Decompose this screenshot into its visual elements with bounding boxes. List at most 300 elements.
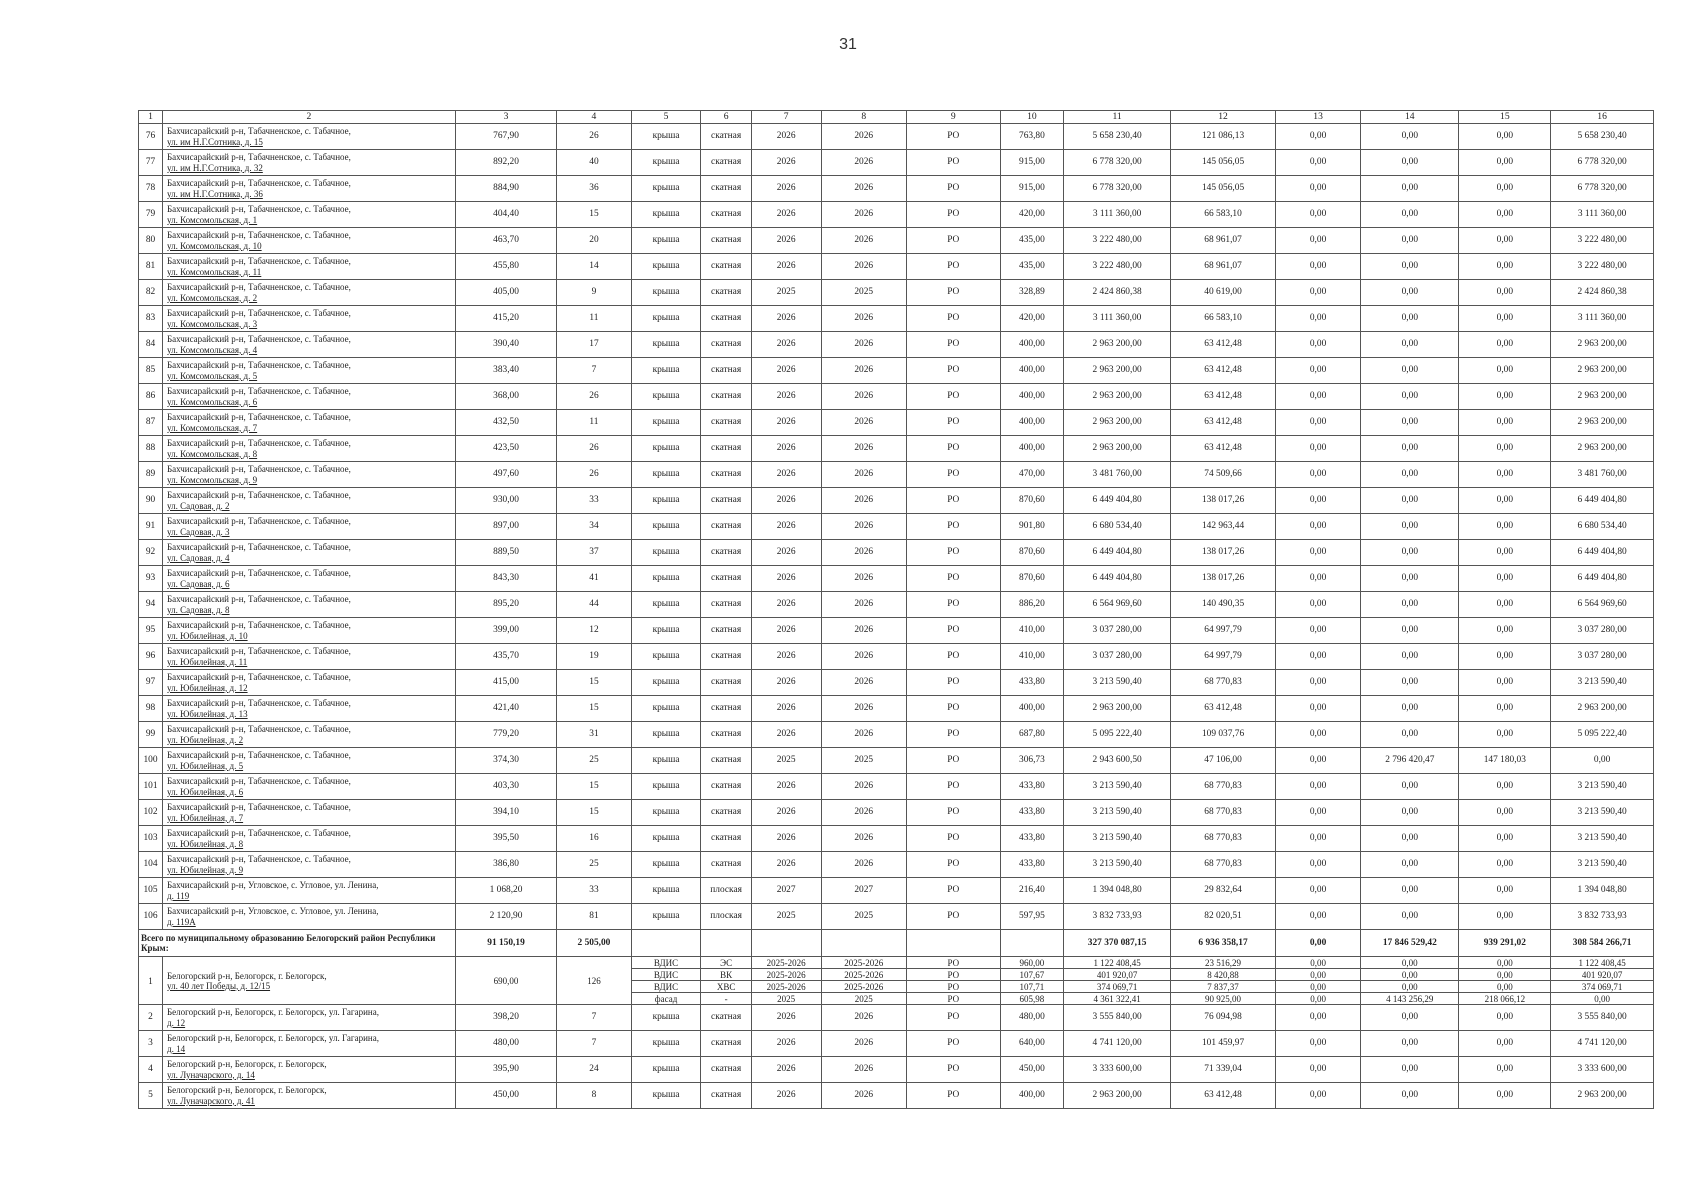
cell-c12: 64 997,79: [1171, 618, 1276, 644]
cell-c16: 4 741 120,00: [1551, 1031, 1654, 1057]
cell-c13: 0,00: [1275, 254, 1360, 280]
cell-c3: 779,20: [455, 722, 557, 748]
table-row: [139, 696, 1654, 722]
cell-c12: 63 412,48: [1171, 696, 1276, 722]
cell-c14: 0,00: [1361, 228, 1459, 254]
cell-c10: 400,00: [1000, 410, 1063, 436]
cell-c3: 2 120,90: [455, 904, 557, 930]
address-cell: [163, 488, 456, 514]
address-line-2: ул. Луначарского, д. 41: [167, 1095, 255, 1106]
column-number-header: 9: [906, 111, 1000, 124]
cell-c13: 0,00: [1275, 1083, 1360, 1109]
cell-c15: 218 066,12: [1459, 993, 1551, 1005]
cell-c3: 421,40: [455, 696, 557, 722]
cell-c16: 6 778 320,00: [1551, 176, 1654, 202]
cell-c11: 3 111 360,00: [1064, 306, 1171, 332]
cell-c13: 0,00: [1275, 722, 1360, 748]
cell-c14: 0,00: [1361, 176, 1459, 202]
cell-c10: 480,00: [1000, 1005, 1063, 1031]
address-line-1: Бахчисарайский р-н, Табачненское, с. Табачное,: [167, 308, 351, 319]
cell-c13: 0,00: [1275, 514, 1360, 540]
cell-c10: 420,00: [1000, 202, 1063, 228]
cell-c15: 0,00: [1459, 618, 1551, 644]
cell-c7: 2026: [751, 124, 821, 150]
table-row: [139, 826, 1654, 852]
cell-c9: РО: [906, 774, 1000, 800]
address-line-1: Белогорский р-н, Белогорск, г. Белогорск, ул. Гагарина,: [167, 1033, 379, 1044]
cell-c12: 7 837,37: [1171, 981, 1276, 993]
cell-c16: 2 963 200,00: [1551, 410, 1654, 436]
cell-c14: 0,00: [1361, 696, 1459, 722]
cell-c6: скатная: [701, 540, 751, 566]
cell-c10: 400,00: [1000, 1083, 1063, 1109]
cell-c14: 4 143 256,29: [1361, 993, 1459, 1005]
cell-c10: 605,98: [1000, 993, 1063, 1005]
cell-c8: 2026: [821, 306, 906, 332]
column-number-header: 11: [1064, 111, 1171, 124]
cell-c5: ВДИС: [631, 981, 701, 993]
cell-c13: 0,00: [1275, 670, 1360, 696]
cell-c9: РО: [906, 1005, 1000, 1031]
address-cell: [163, 1057, 456, 1083]
cell-c7: 2025: [751, 748, 821, 774]
cell-c8: 2026: [821, 540, 906, 566]
cell-c16: 6 680 534,40: [1551, 514, 1654, 540]
cell-c7: 2026: [751, 358, 821, 384]
cell-c5: крыша: [631, 384, 701, 410]
row-number: 4: [139, 1057, 163, 1083]
cell-c13: 0,00: [1275, 904, 1360, 930]
total-c13: 0,00: [1275, 930, 1360, 957]
cell-c14: 0,00: [1361, 436, 1459, 462]
cell-c15: 0,00: [1459, 280, 1551, 306]
cell-c6: скатная: [701, 644, 751, 670]
cell-c6: скатная: [701, 722, 751, 748]
cell-c10: 433,80: [1000, 774, 1063, 800]
row-number: 90: [139, 488, 163, 514]
cell-c4: 19: [557, 644, 631, 670]
cell-c16: 6 778 320,00: [1551, 150, 1654, 176]
address-line-1: Бахчисарайский р-н, Табачненское, с. Табачное,: [167, 334, 351, 345]
cell-c12: 68 770,83: [1171, 774, 1276, 800]
cell-c14: 0,00: [1361, 254, 1459, 280]
cell-c10: 886,20: [1000, 592, 1063, 618]
cell-c13: 0,00: [1275, 957, 1360, 969]
address-cell: [163, 514, 456, 540]
cell-c9: РО: [906, 280, 1000, 306]
cell-c5: крыша: [631, 696, 701, 722]
address-line-1: Бахчисарайский р-н, Табачненское, с. Табачное,: [167, 828, 351, 839]
address-cell: [163, 800, 456, 826]
cell-c7: 2026: [751, 514, 821, 540]
cell-c3: 930,00: [455, 488, 557, 514]
cell-c6: скатная: [701, 254, 751, 280]
cell-c7: 2026: [751, 306, 821, 332]
cell-c14: 0,00: [1361, 1005, 1459, 1031]
address-line-2: д. 14: [167, 1043, 186, 1054]
cell-c16: 6 564 969,60: [1551, 592, 1654, 618]
cell-c7: 2025: [751, 904, 821, 930]
cell-c8: 2026: [821, 774, 906, 800]
cell-c3: 383,40: [455, 358, 557, 384]
address-line-1: Бахчисарайский р-н, Табачненское, с. Табачное,: [167, 594, 351, 605]
cell-c13: 0,00: [1275, 176, 1360, 202]
address-line-2: ул. им Н.Г.Сотника, д. 32: [167, 162, 263, 173]
cell-c6: скатная: [701, 124, 751, 150]
cell-c14: 0,00: [1361, 981, 1459, 993]
cell-c3: 884,90: [455, 176, 557, 202]
cell-c6: скатная: [701, 228, 751, 254]
cell-c8: 2026: [821, 462, 906, 488]
cell-c5: крыша: [631, 566, 701, 592]
address-line-2: ул. Юбилейная, д. 9: [167, 864, 244, 875]
cell-c8: 2026: [821, 1083, 906, 1109]
cell-c3: 394,10: [455, 800, 557, 826]
address-line-2: ул. Садовая, д. 2: [167, 500, 230, 511]
row-number: 106: [139, 904, 163, 930]
cell-c15: 0,00: [1459, 436, 1551, 462]
cell-c4: 33: [557, 878, 631, 904]
cell-c3: 897,00: [455, 514, 557, 540]
cell-c3: 889,50: [455, 540, 557, 566]
cell-c6: скатная: [701, 696, 751, 722]
address-cell: [163, 696, 456, 722]
cell-c6: скатная: [701, 566, 751, 592]
cell-c15: 0,00: [1459, 981, 1551, 993]
cell-c7: 2026: [751, 1031, 821, 1057]
cell-c7: 2026: [751, 436, 821, 462]
cell-c4: 25: [557, 852, 631, 878]
cell-c7: 2026: [751, 176, 821, 202]
cell-c12: 90 925,00: [1171, 993, 1276, 1005]
cell-c13: 0,00: [1275, 969, 1360, 981]
cell-c15: 0,00: [1459, 332, 1551, 358]
total-empty: [701, 930, 751, 957]
total-c4: 2 505,00: [557, 930, 631, 957]
cell-c13: 0,00: [1275, 696, 1360, 722]
cell-c4: 34: [557, 514, 631, 540]
cell-c9: РО: [906, 696, 1000, 722]
cell-c10: 763,80: [1000, 124, 1063, 150]
cell-c12: 140 490,35: [1171, 592, 1276, 618]
cell-c13: 0,00: [1275, 993, 1360, 1005]
cell-c8: 2026: [821, 1031, 906, 1057]
cell-c5: крыша: [631, 644, 701, 670]
address-line-2: ул. Юбилейная, д. 2: [167, 734, 244, 745]
total-c14: 17 846 529,42: [1361, 930, 1459, 957]
cell-c7: 2025: [751, 993, 821, 1005]
total-empty: [906, 930, 1000, 957]
cell-c10: 435,00: [1000, 228, 1063, 254]
cell-c6: скатная: [701, 618, 751, 644]
table-row: [139, 852, 1654, 878]
cell-c13: 0,00: [1275, 358, 1360, 384]
table-row: [139, 800, 1654, 826]
cell-c3: 497,60: [455, 462, 557, 488]
cell-c4: 33: [557, 488, 631, 514]
table-row: [139, 514, 1654, 540]
address-line-2: д. 119: [167, 890, 190, 901]
cell-c5: крыша: [631, 904, 701, 930]
cell-c3: 395,50: [455, 826, 557, 852]
cell-c13: 0,00: [1275, 618, 1360, 644]
table-row: [139, 722, 1654, 748]
cell-c9: РО: [906, 904, 1000, 930]
column-number-header: 2: [163, 111, 456, 124]
cell-c8: 2026: [821, 254, 906, 280]
cell-c9: РО: [906, 1031, 1000, 1057]
cell-c6: плоская: [701, 878, 751, 904]
cell-c6: скатная: [701, 670, 751, 696]
address-line-2: ул. Комсомольская, д. 2: [167, 292, 258, 303]
address-line-1: Бахчисарайский р-н, Табачненское, с. Табачное,: [167, 204, 351, 215]
cell-c4: 26: [557, 384, 631, 410]
column-number-header: 5: [631, 111, 701, 124]
table-row: [139, 280, 1654, 306]
row-number: 98: [139, 696, 163, 722]
cell-c8: 2025: [821, 280, 906, 306]
cell-c12: 76 094,98: [1171, 1005, 1276, 1031]
table-row: [139, 540, 1654, 566]
cell-c5: крыша: [631, 1031, 701, 1057]
address-line-1: Бахчисарайский р-н, Табачненское, с. Табачное,: [167, 152, 351, 163]
cell-c6: скатная: [701, 826, 751, 852]
cell-c11: 2 424 860,38: [1064, 280, 1171, 306]
cell-c9: РО: [906, 1083, 1000, 1109]
cell-c14: 0,00: [1361, 280, 1459, 306]
table-row: [139, 1005, 1654, 1031]
table-row: [139, 904, 1654, 930]
cell-c5: крыша: [631, 436, 701, 462]
cell-c15: 0,00: [1459, 1031, 1551, 1057]
cell-c16: 3 832 733,93: [1551, 904, 1654, 930]
address-cell: [163, 280, 456, 306]
cell-c6: ХВС: [701, 981, 751, 993]
address-cell: [163, 566, 456, 592]
cell-c13: 0,00: [1275, 150, 1360, 176]
cell-c9: РО: [906, 993, 1000, 1005]
cell-c5: крыша: [631, 488, 701, 514]
table-row: [139, 202, 1654, 228]
cell-c15: 0,00: [1459, 644, 1551, 670]
cell-c15: 147 180,03: [1459, 748, 1551, 774]
cell-c12: 63 412,48: [1171, 436, 1276, 462]
row-number: 80: [139, 228, 163, 254]
cell-c15: 0,00: [1459, 540, 1551, 566]
cell-c15: 0,00: [1459, 878, 1551, 904]
cell-c8: 2026: [821, 436, 906, 462]
cell-c10: 306,73: [1000, 748, 1063, 774]
cell-c7: 2025-2026: [751, 969, 821, 981]
cell-c14: 0,00: [1361, 1057, 1459, 1083]
address-line-1: Бахчисарайский р-н, Табачненское, с. Табачное,: [167, 412, 351, 423]
cell-c14: 0,00: [1361, 124, 1459, 150]
cell-c7: 2026: [751, 1005, 821, 1031]
cell-c12: 68 961,07: [1171, 254, 1276, 280]
cell-c6: скатная: [701, 150, 751, 176]
cell-c4: 17: [557, 332, 631, 358]
address-line-1: Белогорский р-н, Белогорск, г. Белогорск,: [167, 1059, 327, 1070]
column-number-header: 8: [821, 111, 906, 124]
cell-c5: крыша: [631, 280, 701, 306]
cell-c11: 6 778 320,00: [1064, 150, 1171, 176]
cell-c9: РО: [906, 384, 1000, 410]
cell-c13: 0,00: [1275, 644, 1360, 670]
cell-c3: 415,20: [455, 306, 557, 332]
cell-c7: 2026: [751, 1057, 821, 1083]
cell-c3: 399,00: [455, 618, 557, 644]
cell-c4: 44: [557, 592, 631, 618]
cell-c16: 2 963 200,00: [1551, 384, 1654, 410]
cell-c4: 20: [557, 228, 631, 254]
cell-c10: 433,80: [1000, 852, 1063, 878]
cell-c3: 405,00: [455, 280, 557, 306]
address-line-2: ул. Юбилейная, д. 6: [167, 786, 244, 797]
cell-c12: 29 832,64: [1171, 878, 1276, 904]
cell-c6: скатная: [701, 1083, 751, 1109]
cell-c3: 895,20: [455, 592, 557, 618]
cell-c6: скатная: [701, 306, 751, 332]
cell-c13: 0,00: [1275, 566, 1360, 592]
cell-c16: 3 213 590,40: [1551, 774, 1654, 800]
cell-c3: 404,40: [455, 202, 557, 228]
cell-c16: 2 963 200,00: [1551, 696, 1654, 722]
cell-c3: 386,80: [455, 852, 557, 878]
cell-c15: 0,00: [1459, 826, 1551, 852]
row-number: 101: [139, 774, 163, 800]
cell-c9: РО: [906, 150, 1000, 176]
cell-c14: 0,00: [1361, 969, 1459, 981]
table-row: [139, 670, 1654, 696]
cell-c15: 0,00: [1459, 384, 1551, 410]
table-row: [139, 592, 1654, 618]
cell-c14: 0,00: [1361, 957, 1459, 969]
cell-c11: 374 069,71: [1064, 981, 1171, 993]
address-line-1: Бахчисарайский р-н, Табачненское, с. Табачное,: [167, 516, 351, 527]
address-line-1: Бахчисарайский р-н, Табачненское, с. Табачное,: [167, 776, 351, 787]
row-number: 95: [139, 618, 163, 644]
cell-c15: 0,00: [1459, 566, 1551, 592]
cell-c10: 870,60: [1000, 540, 1063, 566]
cell-c15: 0,00: [1459, 800, 1551, 826]
cell-c11: 3 213 590,40: [1064, 670, 1171, 696]
cell-c10: 435,00: [1000, 254, 1063, 280]
column-number-header: 15: [1459, 111, 1551, 124]
cell-c14: 0,00: [1361, 670, 1459, 696]
cell-c4: 15: [557, 670, 631, 696]
cell-c15: 0,00: [1459, 957, 1551, 969]
cell-c4: 26: [557, 124, 631, 150]
cell-c12: 47 106,00: [1171, 748, 1276, 774]
table-row: [139, 644, 1654, 670]
cell-c3: 368,00: [455, 384, 557, 410]
address-line-2: д. 12: [167, 1017, 186, 1028]
cell-c10: 433,80: [1000, 800, 1063, 826]
cell-c12: 68 770,83: [1171, 800, 1276, 826]
row-number: 93: [139, 566, 163, 592]
address-line-2: ул. им Н.Г.Сотника, д. 36: [167, 188, 263, 199]
cell-c7: 2026: [751, 1083, 821, 1109]
cell-c16: 3 037 280,00: [1551, 618, 1654, 644]
row-number: 79: [139, 202, 163, 228]
address-cell: [163, 462, 456, 488]
column-number-header: 7: [751, 111, 821, 124]
address-line-1: Бахчисарайский р-н, Угловское, с. Угловое, ул. Ленина,: [167, 880, 379, 891]
cell-c7: 2026: [751, 488, 821, 514]
cell-c9: РО: [906, 228, 1000, 254]
cell-c13: 0,00: [1275, 800, 1360, 826]
row-number: 91: [139, 514, 163, 540]
cell-c8: 2026: [821, 358, 906, 384]
row-number: 97: [139, 670, 163, 696]
cell-c5: крыша: [631, 748, 701, 774]
cell-c3: 455,80: [455, 254, 557, 280]
cell-c11: 3 037 280,00: [1064, 618, 1171, 644]
address-line-2: ул. Юбилейная, д. 11: [167, 656, 248, 667]
cell-c9: РО: [906, 514, 1000, 540]
cell-c9: РО: [906, 462, 1000, 488]
cell-c7: 2026: [751, 202, 821, 228]
cell-c14: 0,00: [1361, 488, 1459, 514]
cell-c16: 2 963 200,00: [1551, 1083, 1654, 1109]
table-row: [139, 566, 1654, 592]
cell-c16: 2 424 860,38: [1551, 280, 1654, 306]
cell-c5: крыша: [631, 176, 701, 202]
cell-c13: 0,00: [1275, 748, 1360, 774]
cell-c3: 403,30: [455, 774, 557, 800]
cell-c3: 892,20: [455, 150, 557, 176]
cell-c5: крыша: [631, 306, 701, 332]
cell-c13: 0,00: [1275, 462, 1360, 488]
cell-c12: 138 017,26: [1171, 488, 1276, 514]
cell-c3: 480,00: [455, 1031, 557, 1057]
cell-c9: РО: [906, 566, 1000, 592]
row-number: 5: [139, 1083, 163, 1109]
cell-c15: 0,00: [1459, 228, 1551, 254]
cell-c6: скатная: [701, 514, 751, 540]
address-line-2: ул. Комсомольская, д. 1: [167, 214, 258, 225]
cell-c9: РО: [906, 644, 1000, 670]
cell-c9: РО: [906, 852, 1000, 878]
cell-c8: 2026: [821, 150, 906, 176]
address-line-2: ул. Юбилейная, д. 7: [167, 812, 244, 823]
cell-c9: РО: [906, 358, 1000, 384]
cell-c10: 960,00: [1000, 957, 1063, 969]
cell-c13: 0,00: [1275, 1057, 1360, 1083]
total-empty: [821, 930, 906, 957]
address-line-2: ул. Юбилейная, д. 12: [167, 682, 248, 693]
cell-c7: 2026: [751, 852, 821, 878]
cell-c12: 63 412,48: [1171, 358, 1276, 384]
address-line-1: Бахчисарайский р-н, Табачненское, с. Табачное,: [167, 724, 351, 735]
table-row: [139, 358, 1654, 384]
cell-c14: 0,00: [1361, 800, 1459, 826]
cell-c15: 0,00: [1459, 1083, 1551, 1109]
cell-c12: 66 583,10: [1171, 306, 1276, 332]
cell-c8: 2027: [821, 878, 906, 904]
cell-c6: скатная: [701, 774, 751, 800]
cell-c15: 0,00: [1459, 696, 1551, 722]
address-cell: [163, 878, 456, 904]
cell-c13: 0,00: [1275, 124, 1360, 150]
cell-c11: 3 481 760,00: [1064, 462, 1171, 488]
cell-c14: 0,00: [1361, 826, 1459, 852]
cell-c5: крыша: [631, 618, 701, 644]
address-cell: [163, 1031, 456, 1057]
cell-c16: 401 920,07: [1551, 969, 1654, 981]
multi-sub-row: [139, 957, 1654, 969]
table-row: [139, 1031, 1654, 1057]
